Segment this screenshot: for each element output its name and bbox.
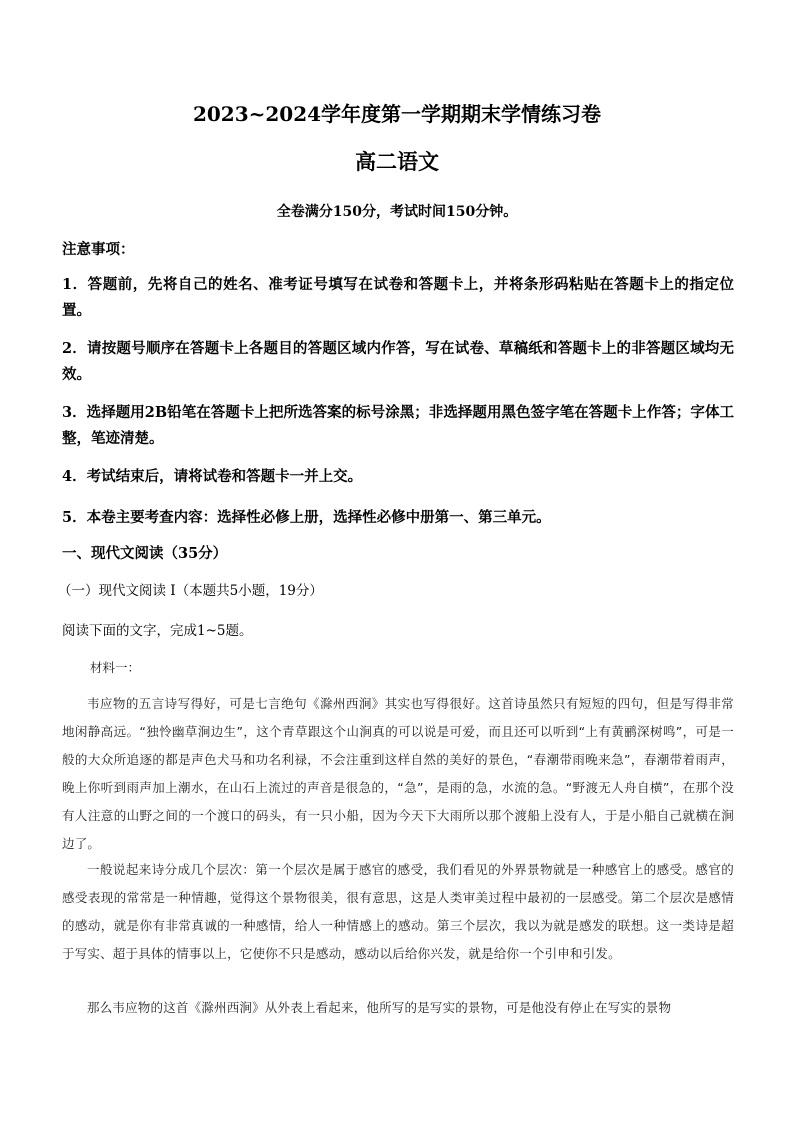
note-item-5: 5．本卷主要考查内容：选择性必修上册，选择性必修中册第一、第三单元。 bbox=[62, 509, 551, 526]
reading-instruction: 阅读下面的文字，完成1~5题。 bbox=[62, 623, 253, 639]
note-item-4: 4．考试结束后，请将试卷和答题卡一并上交。 bbox=[62, 468, 363, 485]
notes-heading: 注意事项： bbox=[62, 241, 135, 258]
exam-title: 2023~2024学年度第一学期期末学情练习卷 bbox=[192, 102, 602, 126]
section-title: 一、现代文阅读（35分） bbox=[62, 545, 228, 562]
note-item-3: 3．选择题用2B铅笔在答题卡上把所选答案的标号涂黑；非选择题用黑色签字笔在答题卡上作答；字体工整，笔迹清楚。 bbox=[62, 404, 734, 447]
material-label: 材料一： bbox=[90, 660, 141, 675]
note-item-1: 1．答题前，先将自己的姓名、准考证号填写在试卷和答题卡上，并将条形码粘贴在答题卡上的指定位置。 bbox=[62, 276, 734, 319]
material-paragraph-2: 一般说起来诗分成几个层次：第一个层次是属于感官的感受，我们看见的外界景物就是一种感官上的感受。感官的感受表现的常常是一种情趣，觉得这个景物很美，很有意思，这是人类审美过程中最初的一层感受。第二个层次是感情的感动，就是你有非常真诚的一种感情，给人一种情感上的感动。第三个层次，我以为就是感发的联想。这一类诗是超于写实、超于具体的情事以上，它使你不只是感动，感动以后给你兴发，就是给你一个引申和引发。 bbox=[62, 862, 734, 961]
subject-title: 高二语文 bbox=[355, 149, 439, 174]
note-item-2: 2．请按题号顺序在答题卡上各题目的答题区域内作答，写在试卷、草稿纸和答题卡上的非答题区域均无效。 bbox=[62, 340, 734, 383]
score-time-line: 全卷满分150分，考试时间150分钟。 bbox=[276, 204, 518, 220]
material-paragraph-3: 那么韦应物的这首《滁州西涧》从外表上看起来，他所写的是写实的景物，可是他没有停止在写实的景物 bbox=[87, 1000, 672, 1015]
section-subtitle: （一）现代文阅读 I（本题共5小题，19分） bbox=[58, 583, 323, 599]
material-paragraph-1: 韦应物的五言诗写得好，可是七言绝句《滁州西涧》其实也写得很好。这首诗虽然只有短短的四句，但是写得非常地闲静高远。“独怜幽草涧边生”，这个青草跟这个山涧真的可以说是可爱，而且还可以听到“上有黄鹂深树鸣”，可是一般的大众所追逐的都是声色犬马和功名利禄，不会注重到这样自然的美好的景色，“春潮带雨晚来急”，春潮带着雨声，晚上你听到雨声加上潮水，在山石上流过的声音是很急的，“急”，是雨的急，水流的急。“野渡无人舟自横”，在那个没有人注意的山野之间的一个渡口的码头，有一只小船，因为今天下大雨所以那个渡船上没有人，于是小船自己就横在涧边了。 bbox=[62, 696, 734, 851]
